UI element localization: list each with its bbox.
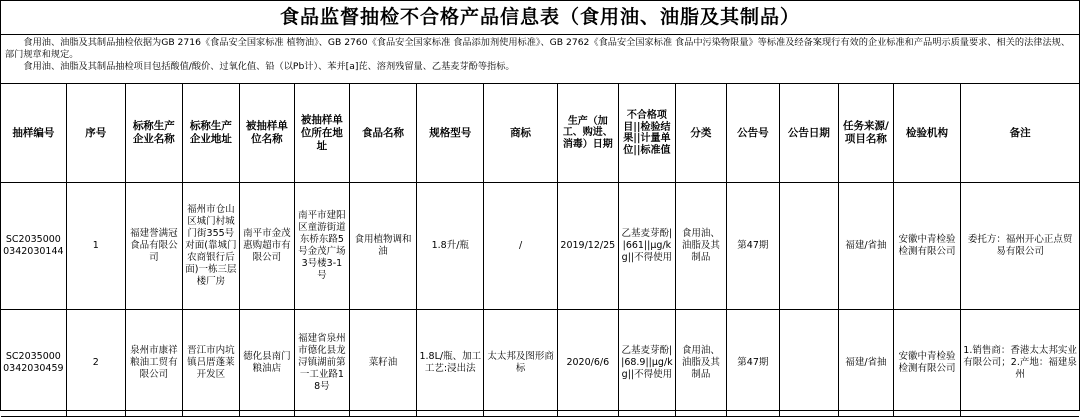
col-header-notice-date: 公告日期 <box>779 84 838 183</box>
col-header-sample-no: 抽样编号 <box>1 84 66 183</box>
cell-sampled-unit: 德化县南门粮油店 <box>239 310 294 417</box>
cell-sampled-addr: 南平市建阳区童游街道东桥东路5号金茂广场3号楼3-1号 <box>294 183 349 310</box>
cell-sample-no: SC20350000342030144 <box>1 183 66 310</box>
col-header-result: 不合格项目||检验结果||计量单位||标准值 <box>618 84 675 183</box>
cell-result: 乙基麦芽酚||661||μg/kg||不得使用 <box>618 183 675 310</box>
cell-sampled-unit: 南平市金茂惠购超市有限公司 <box>239 183 294 310</box>
col-header-remark: 备注 <box>961 84 1079 183</box>
cell-remark: 1.销售商：香港太太邦实业有限公司；2.产地：福建泉州 <box>961 310 1079 417</box>
cell-seq: 1 <box>66 183 125 310</box>
document-title: 食品监督抽检不合格产品信息表（食用油、油脂及其制品） <box>1 1 1079 35</box>
col-header-producer-addr: 标称生产企业地址 <box>182 84 239 183</box>
cell-sampled-addr: 福建省泉州市德化县龙浔镇湖前第一工业路18号 <box>294 310 349 417</box>
intro-basis: 食用油、油脂及其制品抽检依据为GB 2716《食品安全国家标准 植物油》、GB 2760《食品安全国家标准 食品添加剂使用标准》、GB 2762《食品安全国家标准 食品中污染物限量》等标准及经备案现行有效的企业标准和产品明示质量要求、相关的法律法规、部门规章和规定。 <box>5 37 1071 60</box>
cell-task: 福建/省抽 <box>838 310 893 417</box>
col-header-food: 食品名称 <box>349 84 416 183</box>
cell-brand: / <box>484 183 557 310</box>
col-header-sampled-unit: 被抽样单位名称 <box>239 84 294 183</box>
cell-date: 2019/12/25 <box>557 183 618 310</box>
cell-producer-addr: 晋江市内坑镇吕厝蓬莱开发区 <box>182 310 239 417</box>
col-header-notice: 公告号 <box>726 84 779 183</box>
cell-task: 福建/省抽 <box>838 183 893 310</box>
col-header-seq: 序号 <box>66 84 125 183</box>
cell-date: 2020/6/6 <box>557 310 618 417</box>
header-row <box>1 84 1079 183</box>
cell-producer: 泉州市康祥粮油工贸有限公司 <box>125 310 182 417</box>
cell-notice-date <box>779 310 838 417</box>
cell-sample-no: SC20350000342030459 <box>1 310 66 417</box>
cell-spec: 1.8升/瓶 <box>417 183 484 310</box>
col-header-sampled-addr: 被抽样单位所在地址 <box>294 84 349 183</box>
cell-seq: 2 <box>66 310 125 417</box>
table-row <box>1 310 1079 417</box>
col-header-lab: 检验机构 <box>893 84 960 183</box>
col-header-spec: 规格型号 <box>417 84 484 183</box>
col-header-category: 分类 <box>675 84 726 183</box>
cell-lab: 安徽中青检验检测有限公司 <box>893 183 960 310</box>
cell-category: 食用油、油脂及其制品 <box>675 310 726 417</box>
cell-category: 食用油、油脂及其制品 <box>675 183 726 310</box>
intro-text <box>1 35 1079 84</box>
cell-notice: 第47期 <box>726 183 779 310</box>
result-table <box>1 84 1079 417</box>
cell-remark: 委托方：福州开心正点贸易有限公司 <box>961 183 1079 310</box>
cell-producer-addr: 福州市仓山区城门村城门街355号对面(靠城门农商银行后面)一栋三层楼厂房 <box>182 183 239 310</box>
cell-lab: 安徽中青检验检测有限公司 <box>893 310 960 417</box>
cell-result: 乙基麦芽酚||68.9||μg/kg||不得使用 <box>618 310 675 417</box>
cell-food: 菜籽油 <box>349 310 416 417</box>
col-header-brand: 商标 <box>484 84 557 183</box>
intro-items: 食用油、油脂及其制品抽检项目包括酸值/酸价、过氧化值、铅（以Pb计）、苯并[a]芘、溶剂残留量、乙基麦芽酚等指标。 <box>23 61 515 72</box>
cell-food: 食用植物调和油 <box>349 183 416 310</box>
col-header-producer: 标称生产企业名称 <box>125 84 182 183</box>
cell-brand: 太太邦及图形商标 <box>484 310 557 417</box>
cell-spec: 1.8L/瓶、加工工艺:浸出法 <box>417 310 484 417</box>
table-row <box>1 183 1079 310</box>
cell-notice: 第47期 <box>726 310 779 417</box>
cell-producer: 福建誉满冠食品有限公司 <box>125 183 182 310</box>
col-header-task: 任务来源/项目名称 <box>838 84 893 183</box>
col-header-date: 生产（加工、购进、消毒）日期 <box>557 84 618 183</box>
cell-notice-date <box>779 183 838 310</box>
